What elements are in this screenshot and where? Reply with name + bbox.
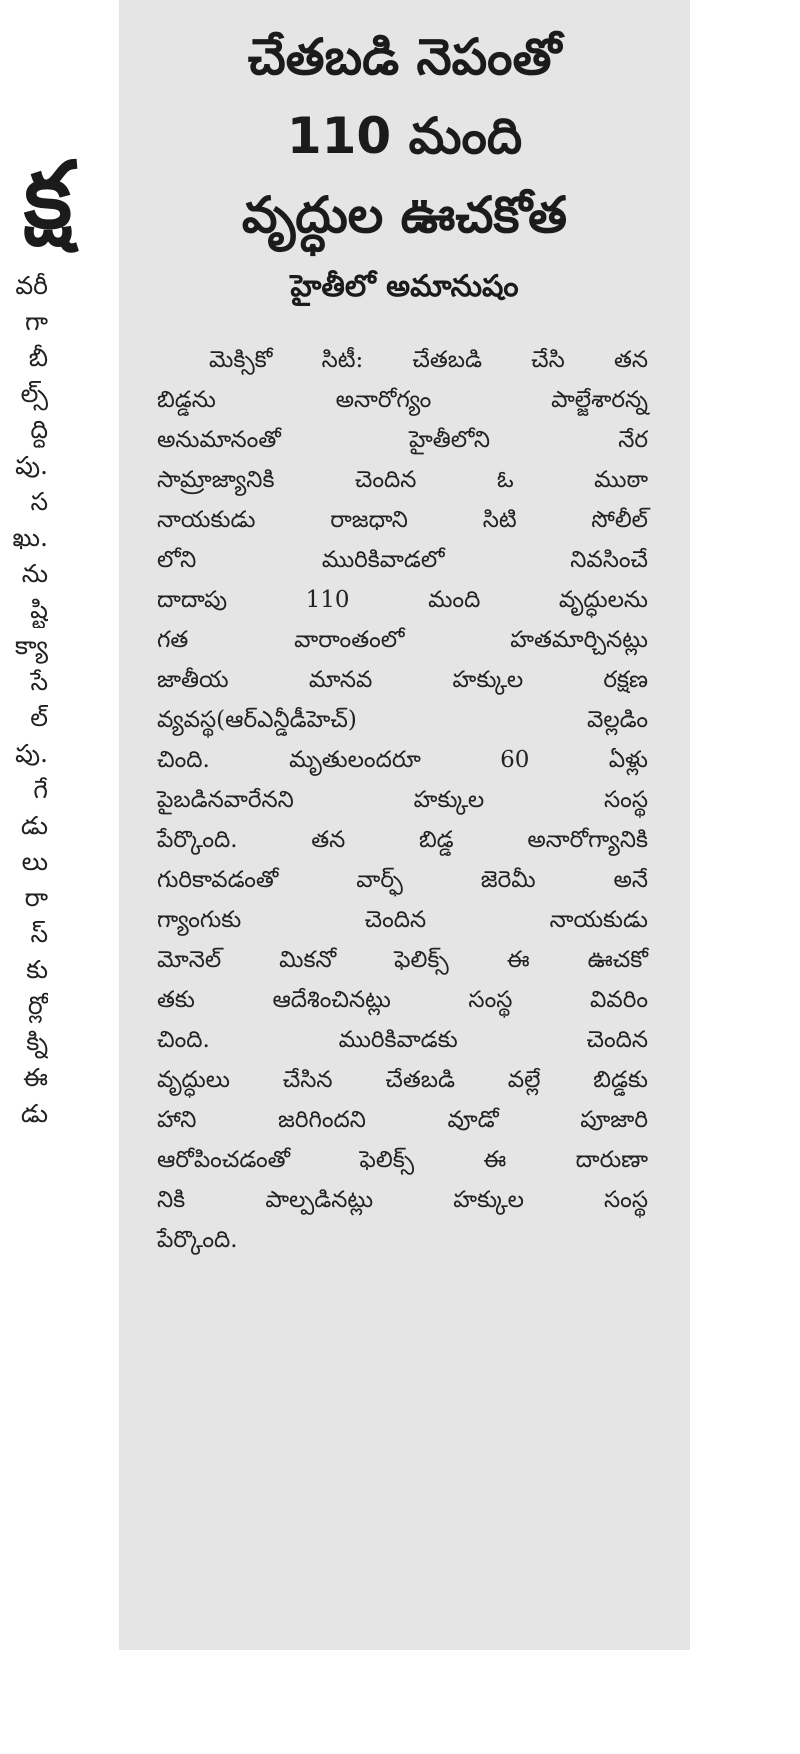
- body-line: గ్యాంగుకు చెందిన నాయకుడు: [157, 907, 648, 933]
- headline-line: వృద్ధుల ఊచకోత: [241, 186, 568, 244]
- adjacent-text-line: ల్స్: [20, 379, 48, 408]
- body-line: లోని మురికివాడలో నివసించే: [157, 547, 648, 573]
- adjacent-text-line: సే: [30, 667, 48, 696]
- adjacent-text-line: కు: [26, 955, 48, 984]
- adjacent-text-line: పు.: [15, 739, 48, 768]
- adjacent-text-line: ఈ: [23, 1063, 48, 1092]
- body-line: పైబడినవారేనని హక్కుల సంస్థ: [157, 787, 648, 813]
- adjacent-text-line: ను: [21, 559, 48, 588]
- adjacent-text-line: ష్టి: [30, 595, 48, 624]
- adjacent-article-fragment: [0, 0, 115, 1754]
- body-line: దాదాపు 110 మంది వృద్ధులను: [157, 587, 648, 613]
- adjacent-text-line: గా: [24, 307, 48, 336]
- body-line: ఆరోపించడంతో ఫెలిక్స్ ఈ దారుణా: [157, 1147, 648, 1173]
- body-line: హాని జరిగిందని వూడో పూజారి: [157, 1107, 648, 1133]
- adjacent-text-line: ల్: [30, 703, 48, 732]
- adjacent-text-line: స: [30, 487, 48, 516]
- adjacent-text-line: క్యా: [14, 631, 48, 660]
- adjacent-headline-fragment: క్ష: [23, 142, 72, 249]
- body-line: తకు ఆదేశించినట్లు సంస్థ వివరిం: [157, 987, 648, 1013]
- body-line: గత వారాంతంలో హతమార్చినట్లు: [157, 627, 648, 653]
- adjacent-text-line: వరీ: [15, 271, 48, 300]
- adjacent-text-line: డు: [20, 811, 48, 840]
- adjacent-text-line: డు: [20, 1099, 48, 1128]
- body-line: నికి పాల్పడినట్లు హక్కుల సంస్థ: [157, 1187, 648, 1213]
- body-line: బిడ్డను అనారోగ్యం పాల్జేశారన్న: [157, 387, 648, 413]
- adjacent-text-line: పు.: [15, 451, 48, 480]
- adjacent-text-line: స్: [30, 919, 48, 948]
- headline-line: 110 మంది: [286, 107, 523, 165]
- body-line: సామ్రాజ్యానికి చెందిన ఓ ముఠా: [157, 467, 648, 493]
- body-line: పేర్కొంది.: [157, 1227, 238, 1253]
- adjacent-text-line: ర్లో: [27, 991, 48, 1020]
- body-line: మోనెల్ మికనో ఫెలిక్స్ ఈ ఊచకో: [157, 947, 648, 973]
- adjacent-text-line: లు: [21, 847, 48, 876]
- article-headline: [119, 0, 690, 255]
- article-subheadline: హైతీలో అమానుషం: [290, 269, 519, 304]
- body-line: జాతీయ మానవ హక్కుల రక్షణ: [157, 667, 648, 693]
- adjacent-text-line: గే: [33, 775, 48, 804]
- body-line: గురికావడంతో వార్ఫ్ జెరెమీ అనే: [157, 867, 648, 893]
- body-line: అనుమానంతో హైతీలోని నేర: [157, 427, 648, 453]
- article-body: [157, 340, 648, 1260]
- body-line: మెక్సికో సిటీ: చేతబడి చేసి తన: [209, 347, 648, 373]
- adjacent-text-line: బీ: [28, 343, 48, 372]
- body-line: నాయకుడు రాజధాని సిటి సోలీల్: [157, 507, 648, 533]
- adjacent-text-line: క్ని: [26, 1027, 48, 1056]
- body-line: పేర్కొంది. తన బిడ్డ అనారోగ్యానికి: [157, 827, 648, 853]
- news-article: [119, 0, 690, 1650]
- adjacent-text-line: ద్ధి: [30, 415, 48, 444]
- adjacent-text-line: రా: [24, 883, 48, 912]
- adjacent-body-fragment: [0, 268, 48, 1132]
- body-line: చింది. మురికివాడకు చెందిన: [157, 1027, 648, 1053]
- adjacent-text-line: ఖు.: [12, 523, 48, 552]
- body-line: చింది. మృతులందరూ 60 ఏళ్లు: [157, 747, 648, 773]
- body-line: వ్యవస్థ(ఆర్ఎన్డీడీహెచ్) వెల్లడిం: [157, 707, 648, 733]
- body-line: వృద్ధులు చేసిన చేతబడి వల్లే బిడ్డకు: [157, 1067, 648, 1093]
- headline-line: చేతబడి నెపంతో: [247, 28, 562, 86]
